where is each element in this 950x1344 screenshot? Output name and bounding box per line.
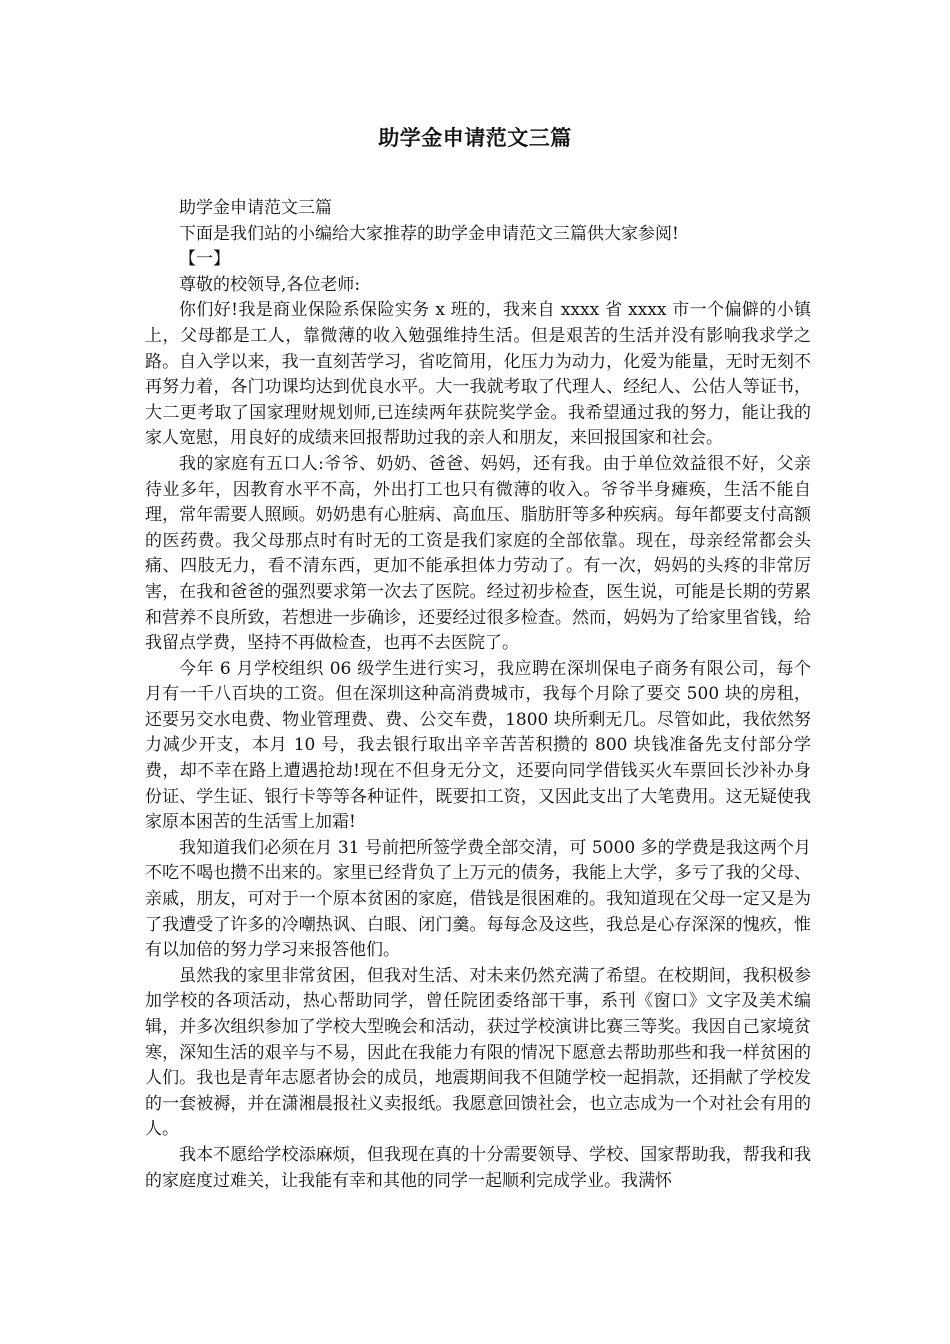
document-body (145, 196, 811, 1194)
body-paragraph: 我的家庭有五口人:爷爷、奶奶、爸爸、妈妈，还有我。由于单位效益很不好，父亲待业多年，因教育水平不高，外出打工也只有微薄的收入。爷爷半身瘫痪，生活不能自理，常年需要人照顾。奶奶患有心脏病、高血压、脂肪肝等多种疾病。每年都要支付高额的医药费。我父母那点时有时无的工资是我们家庭的全部依靠。现在，母亲经常都会头痛、四肢无力，看不清东西，更加不能承担体力劳动了。有一次，妈妈的头疼的非常厉害，在我和爸爸的强烈要求第一次去了医院。经过初步检查，医生说，可能是长期的劳累和营养不良所致，若想进一步确诊，还要经过很多检查。然而，妈妈为了给家里省钱，给我留点学费，坚持不再做检查，也再不去医院了。 (145, 453, 811, 654)
section-heading: 【一】 (179, 249, 230, 270)
document-title: 助学金申请范文三篇 (378, 125, 572, 150)
salutation: 尊敬的校领导,各位老师: (179, 274, 361, 295)
subtitle-paragraph: 助学金申请范文三篇 (179, 198, 332, 218)
body-paragraph: 我本不愿给学校添麻烦，但我现在真的十分需要领导、学校、国家帮助我，帮我和我的家庭度过难关，让我能有幸和其他的同学一起顺利完成学业。我满怀 (145, 1144, 811, 1191)
intro-paragraph: 下面是我们站的小编给大家推荐的助学金申请范文三篇供大家参阅! (179, 223, 679, 244)
body-paragraph: 你们好!我是商业保险系保险实务 x 班的，我来自 xxxx 省 xxxx 市一个偏僻的小镇上，父母都是工人，靠微薄的收入勉强维持生活。但是艰苦的生活并没有影响我求学之路。自入学以来，我一直刻苦学习，省吃简用，化压力为动力，化爱为能量，无时无刻不再努力着，各门功课均达到优良水平。大一我就考取了代理人、经纪人、公估人等证书，大二更考取了国家理财规划师,已连续两年获院奖学金。我希望通过我的努力，能让我的家人宽慰，用良好的成绩来回报帮助过我的亲人和朋友，来回报国家和社会。 (145, 300, 811, 449)
body-paragraph: 今年 6 月学校组织 06 级学生进行实习，我应聘在深圳保电子商务有限公司，每个月有一千八百块的工资。但在深圳这种高消费城市，我每个月除了要交 500 块的房租，还要另交水电费、物业管理费、费、公交车费，1800 块所剩无几。尽管如此，我依然努力减少开支，本月 10 号，我去银行取出辛辛苦苦积攒的 800 块钱准备先支付部分学费，却不幸在路上遭遇抢劫!现在不但身无分文，还要向同学借钱买火车票回长沙补办身份证、学生证、银行卡等等各种证件，既要扣工资，又因此支出了大笔费用。这无疑使我家原本困苦的生活雪上加霜! (145, 658, 811, 833)
body-paragraph: 虽然我的家里非常贫困，但我对生活、对未来仍然充满了希望。在校期间，我积极参加学校的各项活动，热心帮助同学，曾任院团委络部干事，系刊《窗口》文字及美术编辑，并多次组织参加了学校大型晚会和活动，获过学校演讲比赛三等奖。我因自己家境贫寒，深知生活的艰辛与不易，因此在我能力有限的情况下愿意去帮助那些和我一样贫困的人们。我也是青年志愿者协会的成员，地震期间我不但随学校一起捐款，还捐献了学校发的一套被褥，并在潇湘晨报社义卖报纸。我愿意回馈社会，也立志成为一个对社会有用的人。 (145, 965, 811, 1140)
body-paragraph: 我知道我们必须在月 31 号前把所签学费全部交清，可 5000 多的学费是我这两个月不吃不喝也攒不出来的。家里已经背负了上万元的债务，我能上大学，多亏了我的父母、亲戚，朋友，可对于一个原本贫困的家庭，借钱是很困难的。我知道现在父母一定又是为了我遭受了许多的冷嘲热讽、白眼、闭门羹。每每念及这些，我总是心存深深的愧疚，惟有以加倍的努力学习来报答他们。 (145, 837, 811, 961)
